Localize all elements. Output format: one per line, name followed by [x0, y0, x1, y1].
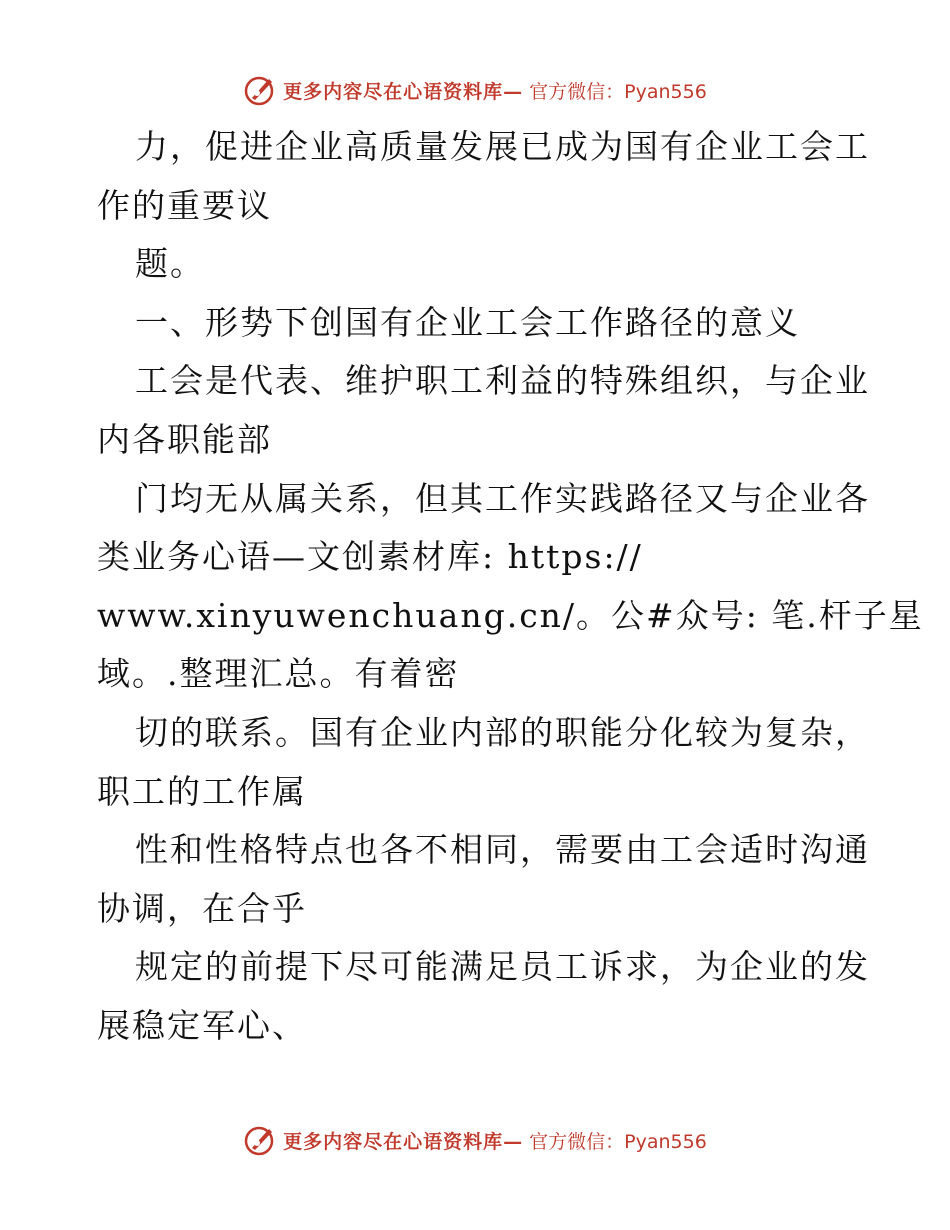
header-banner-text: 更多内容尽在心语资料库— [283, 80, 524, 103]
quill-logo-icon [243, 73, 277, 107]
body-line: 职工的工作属 [97, 771, 307, 811]
body-line: 展稳定军心、 [97, 1005, 307, 1045]
body-line: 性和性格特点也各不相同，需要由工会适时沟通 [135, 830, 870, 870]
body-line: 域。.整理汇总。有着密 [97, 654, 460, 694]
quill-logo-icon [243, 1123, 277, 1157]
footer-banner [0, 1120, 950, 1160]
body-line: 题。 [135, 244, 205, 284]
body-line: 切的联系。国有企业内部的职能分化较为复杂， [135, 712, 870, 752]
body-line: 规定的前提下尽可能满足员工诉求，为企业的发 [135, 947, 870, 987]
body-line: www.xinyuwenchuang.cn/。公#众号: 笔.杆子星 [97, 595, 924, 635]
body-line: 内各职能部 [97, 419, 272, 459]
header-banner-suffix: 官方微信：Pyan556 [529, 80, 707, 103]
body-line: 门均无从属关系，但其工作实践路径又与企业各 [135, 478, 870, 518]
section-heading: 一、形势下创国有企业工会工作路径的意义 [135, 302, 800, 342]
document-body [97, 118, 924, 1056]
body-line: 作的重要议 [97, 185, 272, 225]
footer-banner-suffix: 官方微信：Pyan556 [529, 1130, 707, 1153]
header-banner [0, 70, 950, 110]
body-line: 力，促进企业高质量发展已成为国有企业工会工 [135, 127, 870, 166]
body-line: 类业务心语—文创素材库: https:// [97, 537, 643, 577]
body-line: 协调，在合乎 [97, 888, 307, 928]
body-line: 工会是代表、维护职工利益的特殊组织，与企业 [135, 361, 870, 401]
footer-banner-text: 更多内容尽在心语资料库— [283, 1130, 524, 1153]
